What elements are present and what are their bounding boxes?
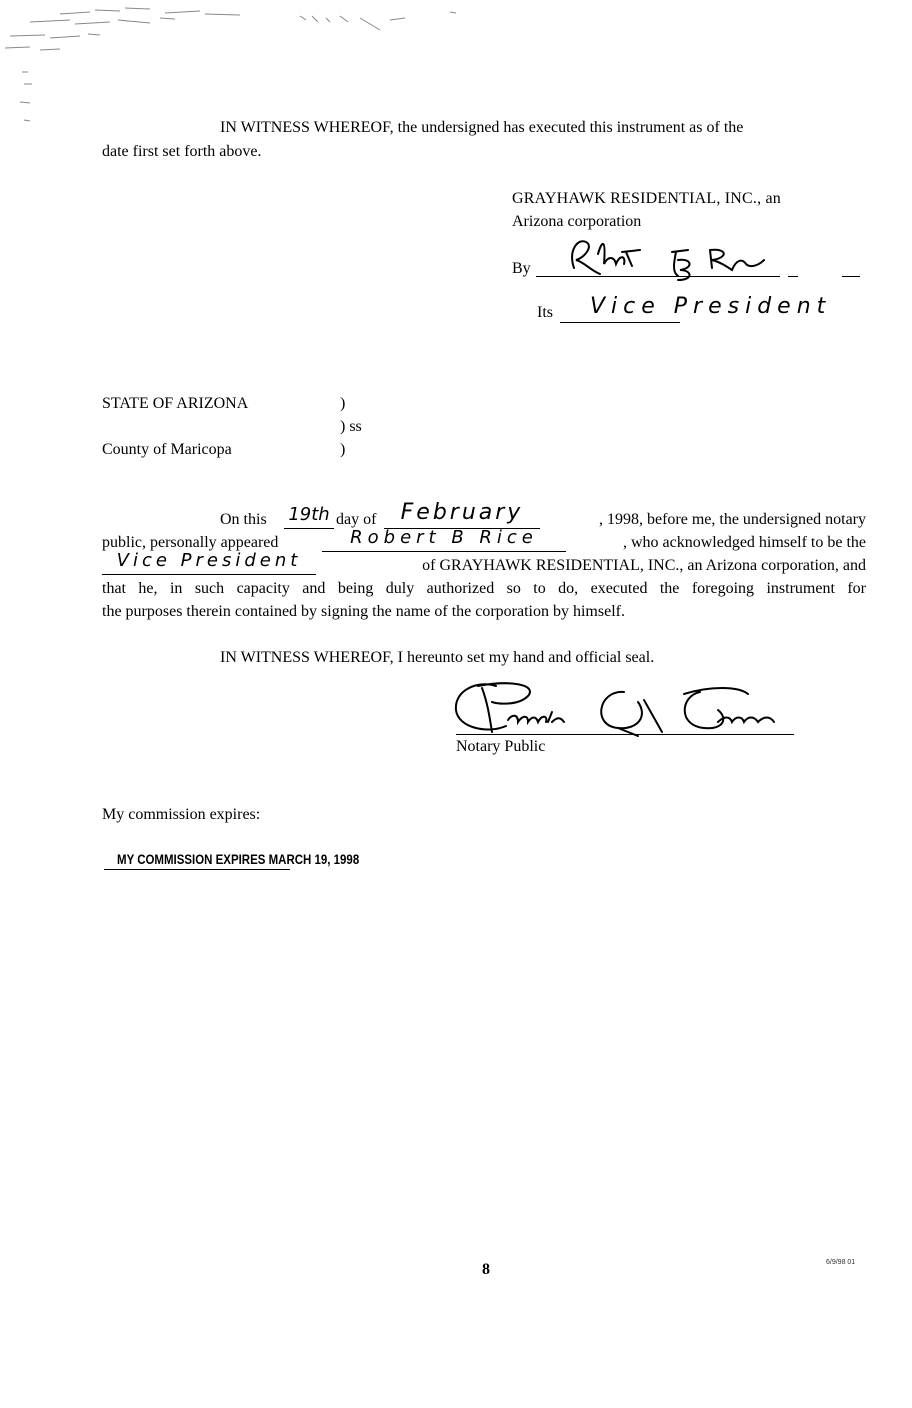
witness-clause: IN WITNESS WHEREOF, the undersigned has executed this instrument as of the <box>220 119 744 136</box>
notary-signature-line <box>456 734 794 735</box>
notary-signature <box>448 676 798 740</box>
ack-title-field <box>102 550 316 575</box>
ack-on-this: On this <box>220 511 267 528</box>
commission-stamp: MY COMMISSION EXPIRES MARCH 19, 1998 <box>117 851 360 867</box>
by-label: By <box>512 260 531 277</box>
company-type: Arizona corporation <box>512 213 642 230</box>
notary-public-label: Notary Public <box>456 738 546 755</box>
notary-witness-seal: IN WITNESS WHEREOF, I hereunto set my hand and official seal. <box>220 649 655 666</box>
scan-noise <box>0 0 470 130</box>
page-number: 8 <box>482 1261 490 1278</box>
ack-day-value: 19th <box>288 504 330 525</box>
ack-name-field <box>322 527 566 552</box>
officer-signature <box>560 230 775 282</box>
ack-name-value: Robert B Rice <box>350 527 538 548</box>
ack-title-value: Vice President <box>116 550 302 571</box>
witness-clause-cont: date first set forth above. <box>102 143 262 160</box>
ack-year-text: , 1998, before me, the undersigned notary <box>598 511 866 528</box>
commission-line <box>104 869 290 870</box>
ack-month-field <box>384 500 540 529</box>
ack-day-of: day of <box>336 511 377 528</box>
venue-paren-2: ) <box>340 441 346 458</box>
venue-ss: ) ss <box>340 418 362 435</box>
ack-month-value: February <box>400 500 524 525</box>
its-value: Vice President <box>590 294 832 319</box>
company-name: GRAYHAWK RESIDENTIAL, INC., an <box>512 190 781 207</box>
its-line <box>560 322 680 323</box>
state-label: STATE OF ARIZONA <box>102 395 249 412</box>
ack-line3-end: of GRAYHAWK RESIDENTIAL, INC., an Arizona corporation, and <box>422 557 866 574</box>
ack-line2-start: public, personally appeared <box>102 534 279 551</box>
ack-line5: the purposes therein contained by signing the name of the corporation by himself. <box>102 603 625 620</box>
ack-line2-end: , who acknowledged himself to be the <box>622 534 866 551</box>
commission-label: My commission expires: <box>102 806 261 823</box>
by-trailing-dash-1 <box>788 276 798 277</box>
venue-paren-1: ) <box>340 395 346 412</box>
by-trailing-dash-2 <box>842 276 860 277</box>
doc-code: 6/9/98 01 <box>826 1259 856 1266</box>
its-label: Its <box>537 304 553 321</box>
ack-day-field <box>284 504 334 529</box>
county-label: County of Maricopa <box>102 441 232 458</box>
ack-line4: that he, in such capacity and being duly authorized so to do, executed the foregoing instrument for <box>102 580 866 597</box>
